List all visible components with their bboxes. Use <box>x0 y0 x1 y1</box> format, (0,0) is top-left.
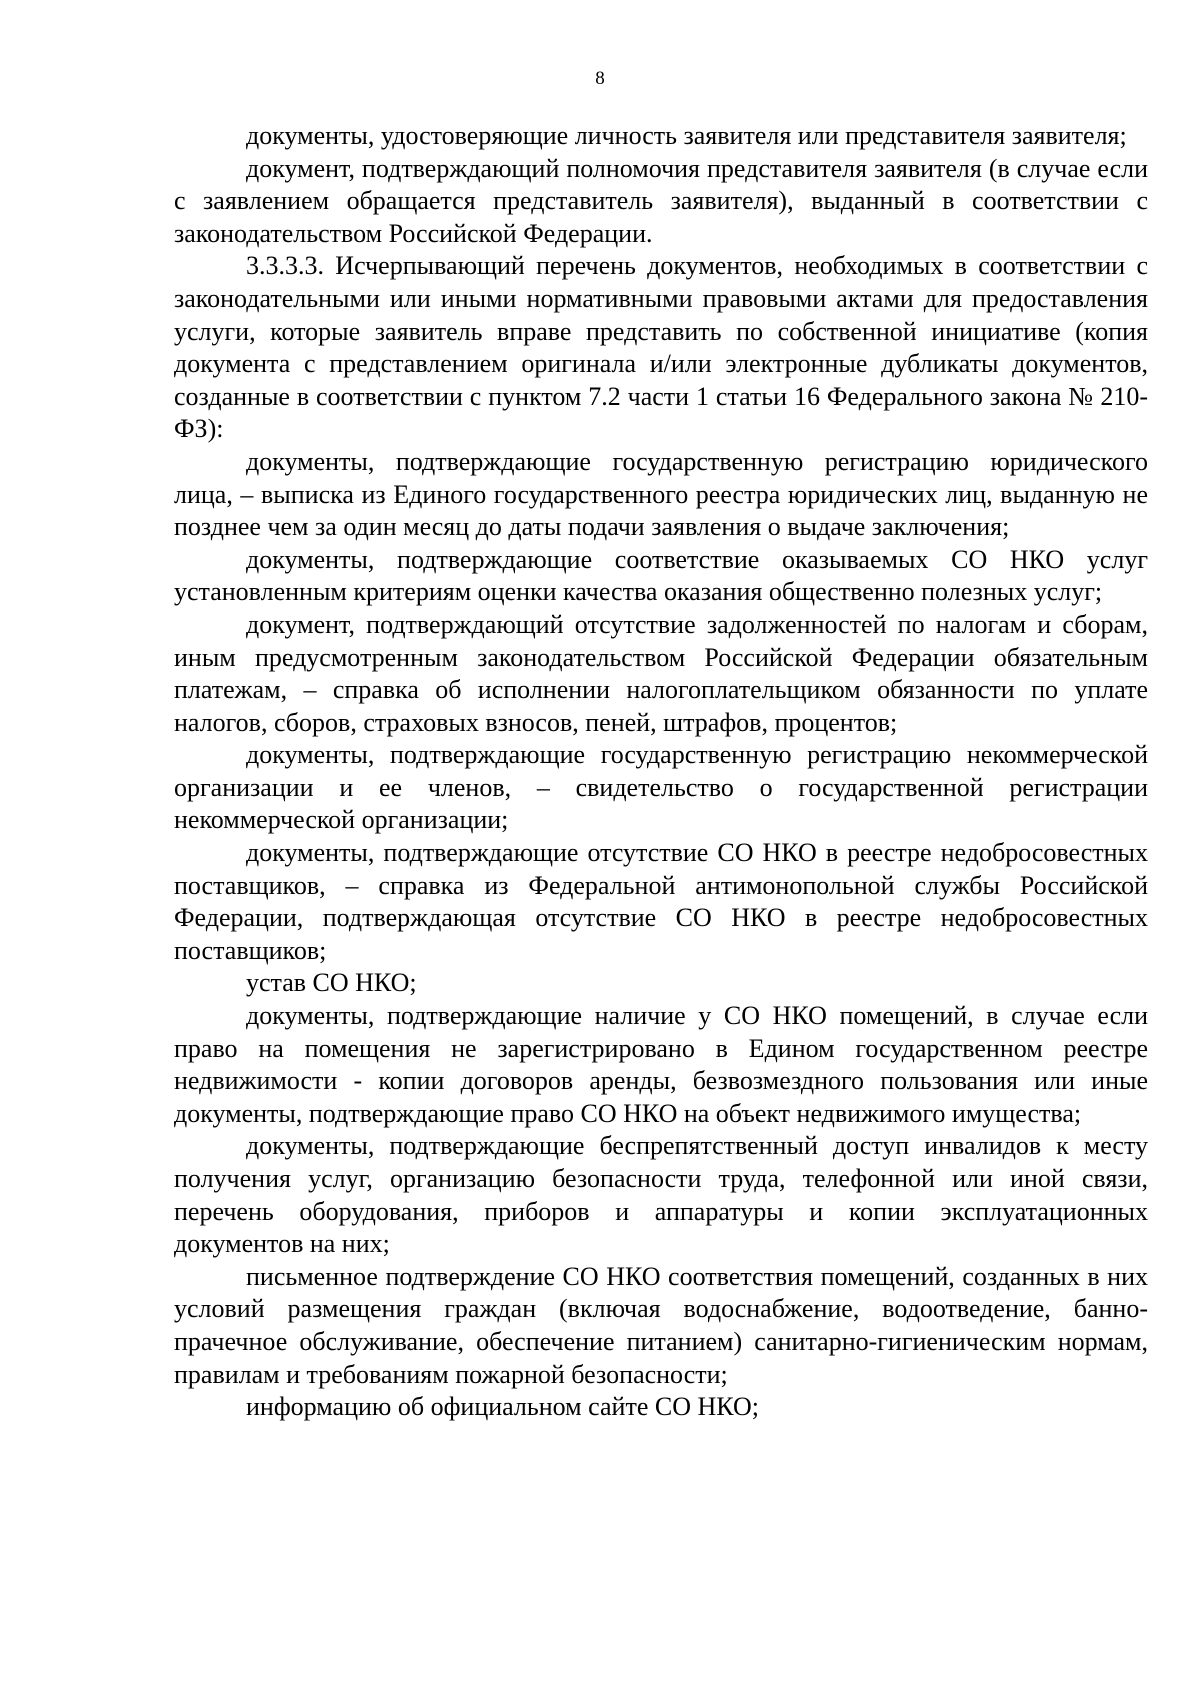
document-body <box>174 120 1148 1424</box>
paragraph-nonprofit-registration: документы, подтверждающие государственную регистрацию некоммерческой организации и ее членов, – свидетельство о государственной регистрации некоммерческой организации; <box>174 740 1148 835</box>
paragraph-sanitary-compliance: письменное подтверждение СО НКО соответствия помещений, созданных в них условий размещения граждан (включая водоснабжение, водоотведение, банно-прачечное обслуживание, обеспечение питанием) санитарно-гигиеническим нормам, правилам и требованиям пожарной безопасности; <box>174 1261 1148 1389</box>
paragraph-representative-authority-doc: документ, подтверждающий полномочия представителя заявителя (в случае если с заявлением обращается представитель заявителя), выданный в соответствии с законодательством Российской Федерации. <box>174 153 1148 248</box>
paragraph-tax-debt-absence: документ, подтверждающий отсутствие задолженностей по налогам и сборам, иным предусмотренным законодательством Российской Федерации обязательным платежам, – справка об исполнении налогоплательщиком обязанности по уплате налогов, сборов, страховых взносов, пеней, штрафов, процентов; <box>174 609 1148 737</box>
paragraph-unfair-suppliers-register: документы, подтверждающие отсутствие СО НКО в реестре недобросовестных поставщиков, – справка из Федеральной антимонопольной службы Российской Федерации, подтверждающая отсутствие СО НКО в реестре недобросовестных поставщиков; <box>174 838 1148 965</box>
page-number: 8 <box>595 68 605 89</box>
paragraph-applicant-identity-docs: документы, удостоверяющие личность заявителя или представителя заявителя; <box>246 121 1127 150</box>
paragraph-charter: устав СО НКО; <box>246 968 417 998</box>
paragraph-premises-rights: документы, подтверждающие наличие у СО НКО помещений, в случае если право на помещения не зарегистрировано в Едином государственном реестре недвижимости - копии договоров аренды, безвозмездного пользования или иные документы, подтверждающие право СО НКО на объект недвижимого имущества; <box>174 1001 1148 1128</box>
paragraph-disabled-access: документы, подтверждающие беспрепятственный доступ инвалидов к месту получения услуг, организацию безопасности труда, телефонной или иной связи, перечень оборудования, приборов и аппаратуры и копии эксплуатационных документов на них; <box>174 1131 1148 1259</box>
paragraph-legal-entity-registration: документы, подтверждающие государственную регистрацию юридического лица, – выписка из Единого государственного реестра юридических лиц, выданную не позднее чем за один месяц до даты подачи заявления о выдаче заключения; <box>174 446 1148 542</box>
paragraph-official-website: информацию об официальном сайте СО НКО; <box>246 1392 759 1422</box>
paragraph-service-quality-compliance: документы, подтверждающие соответствие оказываемых СО НКО услуг установленным критериям оценки качества оказания общественно полезных услуг; <box>174 544 1148 607</box>
paragraph-section-3-3-3-3: 3.3.3.3. Исчерпывающий перечень документов, необходимых в соответствии с законодательными или иными нормативными правовыми актами для предоставления услуги, которые заявитель вправе представить по собственной инициативе (копия документа с представлением оригинала и/или электронные дубликаты документов, созданные в соответствии с пунктом 7.2 части 1 статьи 16 Федерального закона № 210-ФЗ): <box>174 251 1148 444</box>
